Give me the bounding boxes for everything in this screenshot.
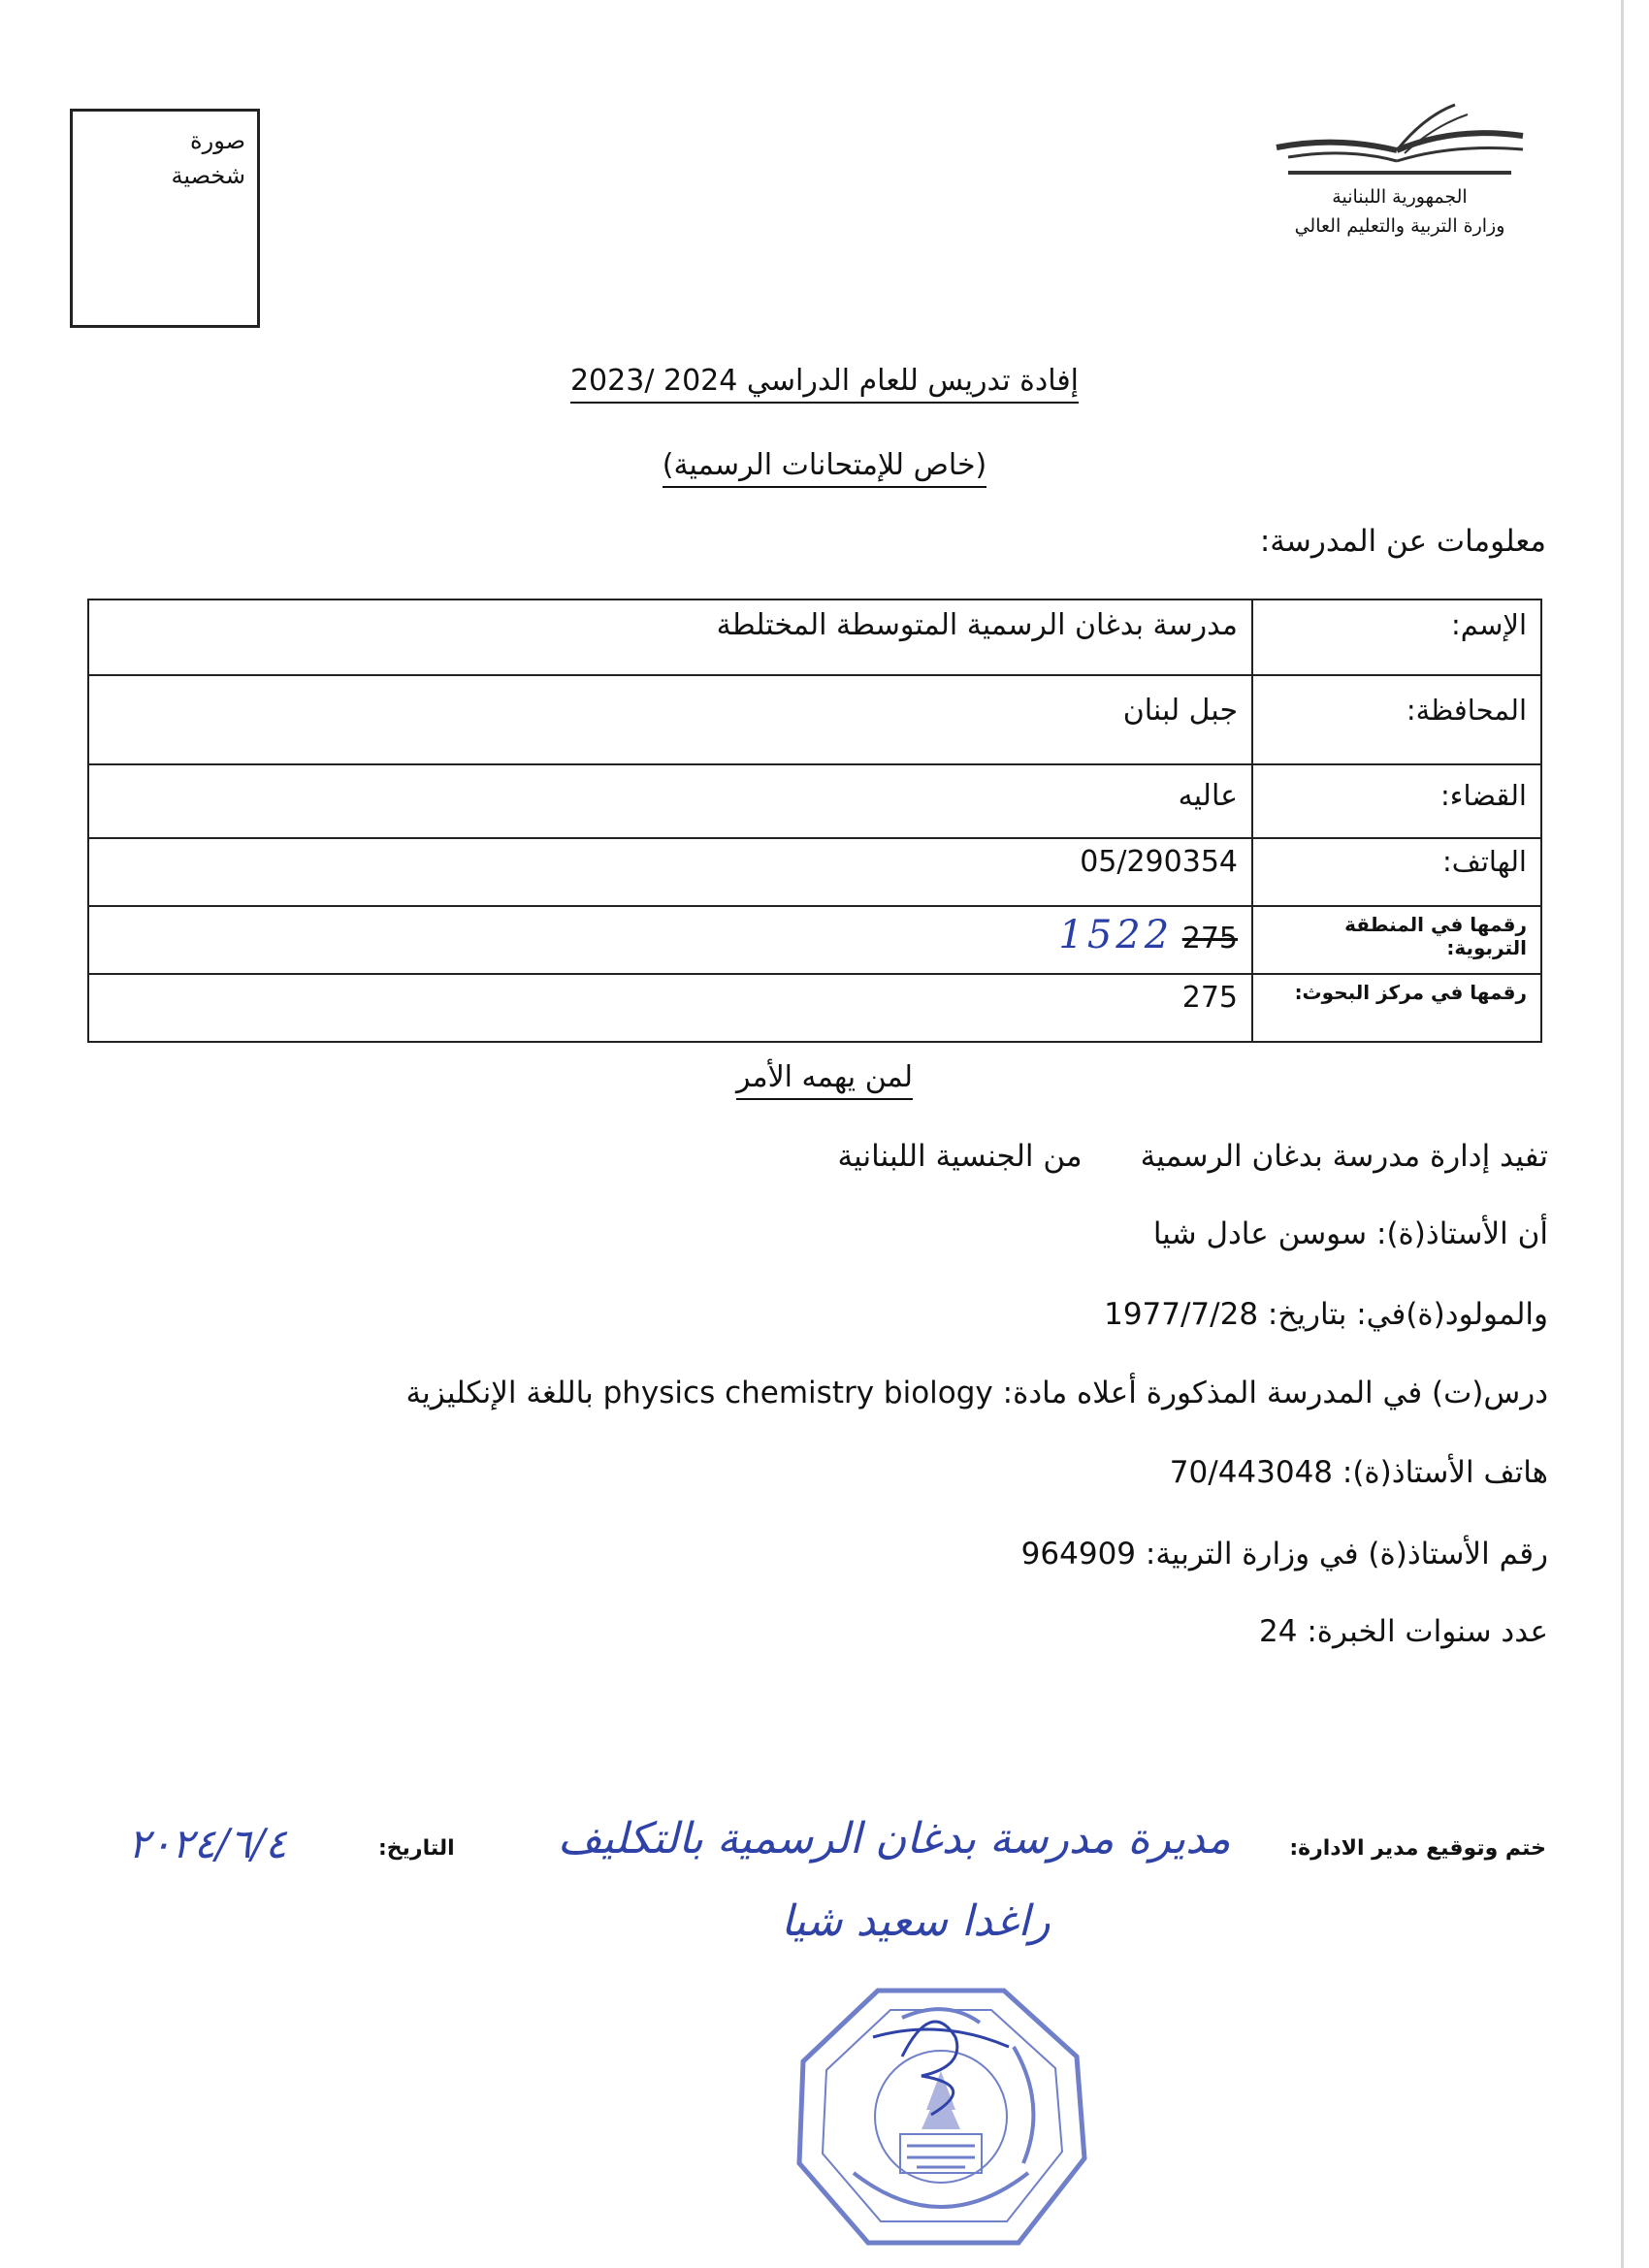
document-title: إفادة تدريس للعام الدراسي 2024 /2023 <box>436 364 1212 398</box>
research-number-label: رقمها في مركز البحوث: <box>1252 974 1541 1042</box>
to-whom-heading: لمن يهمه الأمر <box>582 1060 1067 1094</box>
school-name-label: الإسم: <box>1252 599 1541 675</box>
body-line-1: تفيد إدارة مدرسة بدغان الرسميةمن الجنسية اللبنانية <box>837 1139 1548 1174</box>
school-info-table <box>87 599 1542 1043</box>
republic-name: الجمهورية اللبنانية <box>1332 186 1468 208</box>
body-line-5: هاتف الأستاذ(ة): 70/443048 <box>1169 1455 1548 1490</box>
school-stamp <box>786 1979 1096 2260</box>
zone-number-label: رقمها في المنطقة التربوية: <box>1252 906 1541 974</box>
school-name-value: مدرسة بدغان الرسمية المتوسطة المختلطة <box>88 599 1252 675</box>
governorate-value: جبل لبنان <box>88 675 1252 764</box>
zone-number-handwritten: 1522 <box>1058 913 1174 957</box>
district-label: القضاء: <box>1252 764 1541 838</box>
photo-label: صورة شخصية <box>171 127 245 189</box>
ministry-name: وزارة التربية والتعليم العالي <box>1294 215 1505 237</box>
scan-edge <box>1621 0 1624 2268</box>
ministry-logo <box>1269 97 1531 252</box>
district-value: عاليه <box>88 764 1252 838</box>
date-label: التاريخ: <box>378 1836 455 1861</box>
handwritten-signature-line1: مديرة مدرسة بدغان الرسمية بالتكليف <box>558 1814 1231 1863</box>
school-section-heading: معلومات عن المدرسة: <box>1259 524 1546 559</box>
handwritten-date: ٢٠٢٤/٦/٤ <box>128 1820 287 1867</box>
table-row <box>88 764 1541 838</box>
phone-label: الهاتف: <box>1252 838 1541 906</box>
subjects: physics chemistry biology <box>602 1376 993 1410</box>
open-book-icon <box>1269 97 1531 184</box>
research-number-value: 275 <box>88 974 1252 1042</box>
signature-label: ختم وتوقيع مدير الادارة: <box>1289 1836 1546 1861</box>
body-line-3: والمولود(ة)في: بتاريخ: 1977/7/28 <box>1104 1297 1548 1332</box>
zone-number-struck: 275 <box>1181 922 1238 956</box>
zone-number-value <box>88 906 1252 974</box>
document-subtitle: (خاص للإمتحانات الرسمية) <box>436 448 1212 482</box>
table-row <box>88 675 1541 764</box>
table-row <box>88 599 1541 675</box>
handwritten-signature-line2: راغدا سعيد شيا <box>781 1896 1051 1946</box>
body-line-2: أن الأستاذ(ة): سوسن عادل شيا <box>1152 1216 1548 1251</box>
body-line-7: عدد سنوات الخبرة: 24 <box>1259 1614 1548 1649</box>
photo-box <box>70 109 260 328</box>
body-line-4: درس(ت) في المدرسة المذكورة أعلاه مادة: physics chemistry biology باللغة الإنكليزية <box>405 1376 1548 1410</box>
body-line-6: رقم الأستاذ(ة) في وزارة التربية: 964909 <box>1020 1537 1548 1571</box>
table-row <box>88 906 1541 974</box>
phone-value: 05/290354 <box>88 838 1252 906</box>
table-row <box>88 974 1541 1042</box>
table-row <box>88 838 1541 906</box>
governorate-label: المحافظة: <box>1252 675 1541 764</box>
